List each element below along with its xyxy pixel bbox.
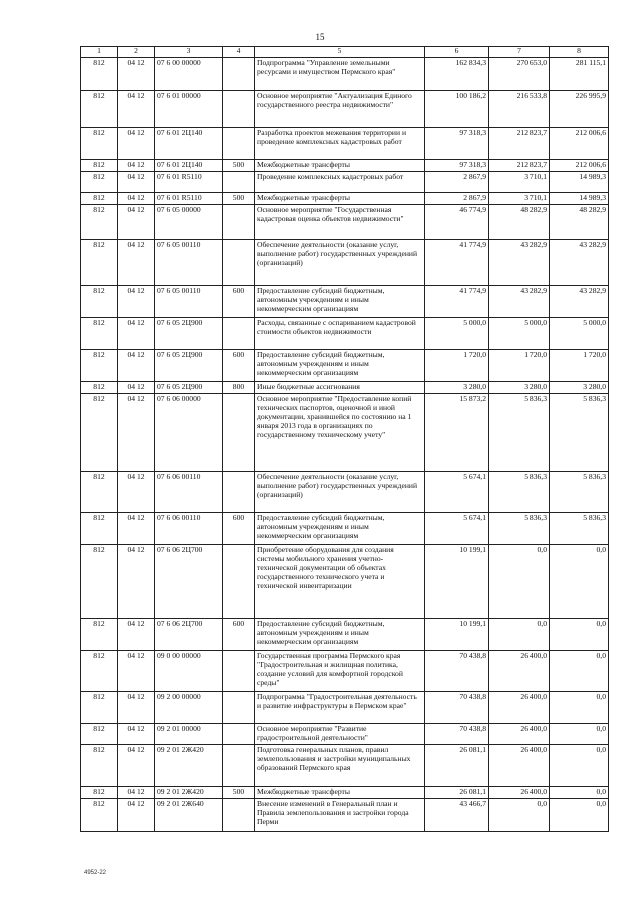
amount-year2-cell: 0,0 — [489, 798, 550, 831]
amount-year1-cell: 10 199,1 — [425, 544, 489, 618]
section-code-cell: 04 12 — [118, 58, 155, 91]
header-cell-1: 1 — [81, 47, 118, 58]
amount-year1-cell: 100 186,2 — [425, 91, 489, 128]
amount-year2-cell: 3 710,1 — [489, 192, 550, 204]
amount-year2-cell: 43 282,9 — [489, 285, 550, 317]
target-article-cell: 09 2 01 2Ж420 — [155, 744, 223, 786]
table-row — [81, 160, 609, 172]
name-cell: Основное мероприятие "Актуализация Единого государственного реестра недвижимости" — [255, 91, 425, 128]
section-code-cell: 04 12 — [118, 349, 155, 381]
amount-year1-cell: 26 081,1 — [425, 744, 489, 786]
name-cell: Обеспечение деятельности (оказание услуг, выполнение работ) государственных учреждений (организаций) — [255, 239, 425, 285]
amount-year2-cell: 26 400,0 — [489, 723, 550, 744]
amount-year3-cell: 14 989,3 — [550, 192, 609, 204]
gov-code-cell: 812 — [81, 650, 118, 691]
table-row — [81, 393, 609, 471]
section-code-cell: 04 12 — [118, 512, 155, 544]
amount-year3-cell: 281 115,1 — [550, 58, 609, 91]
name-cell: Подпрограмма "Управление земельными ресурсами и имуществом Пермского края" — [255, 58, 425, 91]
table-row — [81, 544, 609, 618]
amount-year1-cell: 97 318,3 — [425, 160, 489, 172]
expense-type-cell — [223, 58, 255, 91]
amount-year1-cell: 46 774,9 — [425, 204, 489, 239]
amount-year2-cell: 26 400,0 — [489, 650, 550, 691]
name-cell: Подпрограмма "Градостроительная деятельность и развитие инфраструктуры в Пермском крае" — [255, 691, 425, 723]
section-code-cell: 04 12 — [118, 91, 155, 128]
expense-type-cell: 500 — [223, 192, 255, 204]
table-row — [81, 650, 609, 691]
page-number: 15 — [315, 32, 325, 42]
target-article-cell: 07 6 06 2Ц700 — [155, 544, 223, 618]
footer-code: 4952-22 — [84, 870, 107, 876]
expense-type-cell: 500 — [223, 786, 255, 798]
target-article-cell: 07 6 01 R5110 — [155, 192, 223, 204]
amount-year2-cell: 212 823,7 — [489, 128, 550, 160]
amount-year3-cell: 0,0 — [550, 798, 609, 831]
section-code-cell: 04 12 — [118, 798, 155, 831]
table-row — [81, 381, 609, 393]
gov-code-cell: 812 — [81, 393, 118, 471]
header-cell-5: 5 — [255, 47, 425, 58]
name-cell: Обеспечение деятельности (оказание услуг, выполнение работ) государственных учреждений (организаций) — [255, 471, 425, 512]
amount-year1-cell: 70 438,8 — [425, 691, 489, 723]
section-code-cell: 04 12 — [118, 544, 155, 618]
table-header — [81, 47, 609, 58]
table-row — [81, 192, 609, 204]
amount-year1-cell: 5 000,0 — [425, 317, 489, 349]
gov-code-cell: 812 — [81, 91, 118, 128]
section-code-cell: 04 12 — [118, 204, 155, 239]
target-article-cell: 07 6 05 00000 — [155, 204, 223, 239]
amount-year3-cell: 212 006,6 — [550, 128, 609, 160]
section-code-cell: 04 12 — [118, 393, 155, 471]
gov-code-cell: 812 — [81, 192, 118, 204]
target-article-cell: 07 6 01 00000 — [155, 91, 223, 128]
expense-type-cell — [223, 91, 255, 128]
table-row — [81, 691, 609, 723]
amount-year3-cell: 43 282,9 — [550, 239, 609, 285]
header-cell-7: 7 — [489, 47, 550, 58]
amount-year1-cell: 1 720,0 — [425, 349, 489, 381]
gov-code-cell: 812 — [81, 317, 118, 349]
table-row — [81, 285, 609, 317]
gov-code-cell: 812 — [81, 128, 118, 160]
target-article-cell: 07 6 06 00000 — [155, 393, 223, 471]
table-row — [81, 349, 609, 381]
target-article-cell: 07 6 05 00110 — [155, 239, 223, 285]
expense-type-cell: 600 — [223, 618, 255, 650]
amount-year2-cell: 5 836,3 — [489, 393, 550, 471]
gov-code-cell: 812 — [81, 381, 118, 393]
section-code-cell: 04 12 — [118, 317, 155, 349]
target-article-cell: 09 2 01 00000 — [155, 723, 223, 744]
section-code-cell: 04 12 — [118, 128, 155, 160]
target-article-cell: 07 6 01 2Ц140 — [155, 160, 223, 172]
amount-year2-cell: 26 400,0 — [489, 786, 550, 798]
gov-code-cell: 812 — [81, 171, 118, 192]
amount-year2-cell: 3 710,1 — [489, 171, 550, 192]
amount-year3-cell: 48 282,9 — [550, 204, 609, 239]
target-article-cell: 07 6 05 00110 — [155, 285, 223, 317]
name-cell: Государственная программа Пермского края "Градостроительная и жилищная политика, создание условий для комфортной городской среды" — [255, 650, 425, 691]
header-cell-2: 2 — [118, 47, 155, 58]
table-row — [81, 798, 609, 831]
amount-year3-cell: 5 836,3 — [550, 393, 609, 471]
gov-code-cell: 812 — [81, 471, 118, 512]
target-article-cell: 07 6 05 2Ц900 — [155, 317, 223, 349]
amount-year3-cell: 0,0 — [550, 544, 609, 618]
name-cell: Внесение изменений в Генеральный план и Правила землепользования и застройки города Перми — [255, 798, 425, 831]
amount-year2-cell: 5 836,3 — [489, 471, 550, 512]
name-cell: Предоставление субсидий бюджетным, автономным учреждениям и иным некоммерческим организациям — [255, 618, 425, 650]
amount-year2-cell: 26 400,0 — [489, 744, 550, 786]
expense-type-cell: 600 — [223, 512, 255, 544]
name-cell: Основное мероприятие "Предоставление копий технических паспортов, оценочной и иной документации, хранившейся по состоянию на 1 января 2013 года в организациях по государственному техническому учету" — [255, 393, 425, 471]
amount-year2-cell: 270 653,0 — [489, 58, 550, 91]
header-cell-4: 4 — [223, 47, 255, 58]
gov-code-cell: 812 — [81, 786, 118, 798]
name-cell: Межбюджетные трансферты — [255, 786, 425, 798]
section-code-cell: 04 12 — [118, 618, 155, 650]
table-row — [81, 512, 609, 544]
amount-year3-cell: 226 995,9 — [550, 91, 609, 128]
name-cell: Проведение комплексных кадастровых работ — [255, 171, 425, 192]
name-cell: Предоставление субсидий бюджетным, автономным учреждениям и иным некоммерческим организациям — [255, 285, 425, 317]
amount-year1-cell: 70 438,8 — [425, 650, 489, 691]
expense-type-cell: 600 — [223, 285, 255, 317]
expense-type-cell — [223, 691, 255, 723]
amount-year3-cell: 0,0 — [550, 723, 609, 744]
name-cell: Основное мероприятие "Развитие градостроительной деятельности" — [255, 723, 425, 744]
target-article-cell: 09 0 00 00000 — [155, 650, 223, 691]
amount-year1-cell: 15 873,2 — [425, 393, 489, 471]
target-article-cell: 09 2 00 00000 — [155, 691, 223, 723]
amount-year3-cell: 5 000,0 — [550, 317, 609, 349]
amount-year3-cell: 5 836,3 — [550, 471, 609, 512]
name-cell: Иные бюджетные ассигнования — [255, 381, 425, 393]
amount-year2-cell: 0,0 — [489, 618, 550, 650]
section-code-cell: 04 12 — [118, 650, 155, 691]
amount-year1-cell: 5 674,1 — [425, 471, 489, 512]
amount-year1-cell: 70 438,8 — [425, 723, 489, 744]
expense-type-cell — [223, 471, 255, 512]
amount-year1-cell: 3 280,0 — [425, 381, 489, 393]
expense-type-cell — [223, 744, 255, 786]
section-code-cell: 04 12 — [118, 471, 155, 512]
table-row — [81, 171, 609, 192]
table-row — [81, 317, 609, 349]
amount-year1-cell: 97 318,3 — [425, 128, 489, 160]
gov-code-cell: 812 — [81, 160, 118, 172]
expense-type-cell — [223, 798, 255, 831]
expense-type-cell — [223, 204, 255, 239]
gov-code-cell: 812 — [81, 691, 118, 723]
target-article-cell: 07 6 00 00000 — [155, 58, 223, 91]
section-code-cell: 04 12 — [118, 239, 155, 285]
table-row — [81, 744, 609, 786]
expense-type-cell — [223, 650, 255, 691]
header-cell-3: 3 — [155, 47, 223, 58]
expense-type-cell — [223, 723, 255, 744]
amount-year3-cell: 43 282,9 — [550, 285, 609, 317]
name-cell: Предоставление субсидий бюджетным, автономным учреждениям и иным некоммерческим организациям — [255, 512, 425, 544]
gov-code-cell: 812 — [81, 798, 118, 831]
name-cell: Приобретение оборудования для создания системы мобильного хранения учетно-технической документации об объектах государственного технического учета и технической инвентаризации — [255, 544, 425, 618]
expense-type-cell: 500 — [223, 160, 255, 172]
table-row — [81, 58, 609, 91]
gov-code-cell: 812 — [81, 544, 118, 618]
target-article-cell: 07 6 05 2Ц900 — [155, 381, 223, 393]
amount-year3-cell: 0,0 — [550, 618, 609, 650]
amount-year2-cell: 43 282,9 — [489, 239, 550, 285]
amount-year3-cell: 14 989,3 — [550, 171, 609, 192]
expense-type-cell — [223, 171, 255, 192]
target-article-cell: 09 2 01 2Ж640 — [155, 798, 223, 831]
amount-year3-cell: 0,0 — [550, 650, 609, 691]
gov-code-cell: 812 — [81, 239, 118, 285]
expense-type-cell — [223, 239, 255, 285]
expense-type-cell — [223, 393, 255, 471]
name-cell: Разработка проектов межевания территории и проведение комплексных кадастровых работ — [255, 128, 425, 160]
section-code-cell: 04 12 — [118, 381, 155, 393]
gov-code-cell: 812 — [81, 512, 118, 544]
amount-year3-cell: 1 720,0 — [550, 349, 609, 381]
expense-type-cell — [223, 317, 255, 349]
amount-year2-cell: 26 400,0 — [489, 691, 550, 723]
target-article-cell: 07 6 06 00110 — [155, 512, 223, 544]
table-row — [81, 91, 609, 128]
expense-type-cell — [223, 544, 255, 618]
table-row — [81, 204, 609, 239]
target-article-cell: 07 6 01 2Ц140 — [155, 128, 223, 160]
amount-year2-cell: 48 282,9 — [489, 204, 550, 239]
target-article-cell: 07 6 06 2Ц700 — [155, 618, 223, 650]
amount-year3-cell: 212 006,6 — [550, 160, 609, 172]
amount-year1-cell: 41 774,9 — [425, 285, 489, 317]
section-code-cell: 04 12 — [118, 691, 155, 723]
section-code-cell: 04 12 — [118, 160, 155, 172]
amount-year1-cell: 10 199,1 — [425, 618, 489, 650]
section-code-cell: 04 12 — [118, 744, 155, 786]
expense-type-cell: 600 — [223, 349, 255, 381]
amount-year3-cell: 0,0 — [550, 786, 609, 798]
name-cell: Расходы, связанные с оспариванием кадастровой стоимости объектов недвижимости — [255, 317, 425, 349]
gov-code-cell: 812 — [81, 723, 118, 744]
section-code-cell: 04 12 — [118, 723, 155, 744]
amount-year3-cell: 3 280,0 — [550, 381, 609, 393]
budget-table — [80, 46, 609, 832]
amount-year1-cell: 2 867,9 — [425, 192, 489, 204]
target-article-cell: 09 2 01 2Ж420 — [155, 786, 223, 798]
amount-year1-cell: 41 774,9 — [425, 239, 489, 285]
gov-code-cell: 812 — [81, 204, 118, 239]
section-code-cell: 04 12 — [118, 285, 155, 317]
amount-year2-cell: 5 836,3 — [489, 512, 550, 544]
amount-year2-cell: 3 280,0 — [489, 381, 550, 393]
table-row — [81, 786, 609, 798]
section-code-cell: 04 12 — [118, 786, 155, 798]
gov-code-cell: 812 — [81, 285, 118, 317]
header-cell-6: 6 — [425, 47, 489, 58]
amount-year2-cell: 216 533,8 — [489, 91, 550, 128]
name-cell: Межбюджетные трансферты — [255, 192, 425, 204]
table-row — [81, 239, 609, 285]
amount-year3-cell: 0,0 — [550, 691, 609, 723]
name-cell: Межбюджетные трансферты — [255, 160, 425, 172]
amount-year3-cell: 5 836,3 — [550, 512, 609, 544]
expense-type-cell — [223, 128, 255, 160]
amount-year2-cell: 1 720,0 — [489, 349, 550, 381]
header-cell-8: 8 — [550, 47, 609, 58]
table-row — [81, 471, 609, 512]
amount-year3-cell: 0,0 — [550, 744, 609, 786]
gov-code-cell: 812 — [81, 349, 118, 381]
amount-year1-cell: 43 466,7 — [425, 798, 489, 831]
target-article-cell: 07 6 05 2Ц900 — [155, 349, 223, 381]
amount-year1-cell: 26 081,1 — [425, 786, 489, 798]
table-body — [81, 58, 609, 832]
gov-code-cell: 812 — [81, 744, 118, 786]
target-article-cell: 07 6 06 00110 — [155, 471, 223, 512]
amount-year1-cell: 2 867,9 — [425, 171, 489, 192]
expense-type-cell: 800 — [223, 381, 255, 393]
name-cell: Подготовка генеральных планов, правил землепользования и застройки муниципальных образований Пермского края — [255, 744, 425, 786]
amount-year2-cell: 212 823,7 — [489, 160, 550, 172]
table-row — [81, 618, 609, 650]
amount-year2-cell: 0,0 — [489, 544, 550, 618]
section-code-cell: 04 12 — [118, 171, 155, 192]
table-row — [81, 723, 609, 744]
gov-code-cell: 812 — [81, 58, 118, 91]
table-row — [81, 128, 609, 160]
name-cell: Предоставление субсидий бюджетным, автономным учреждениям и иным некоммерческим организациям — [255, 349, 425, 381]
gov-code-cell: 812 — [81, 618, 118, 650]
header-row — [81, 47, 609, 58]
amount-year2-cell: 5 000,0 — [489, 317, 550, 349]
name-cell: Основное мероприятие "Государственная кадастровая оценка объектов недвижимости" — [255, 204, 425, 239]
amount-year1-cell: 5 674,1 — [425, 512, 489, 544]
target-article-cell: 07 6 01 R5110 — [155, 171, 223, 192]
amount-year1-cell: 162 834,3 — [425, 58, 489, 91]
section-code-cell: 04 12 — [118, 192, 155, 204]
